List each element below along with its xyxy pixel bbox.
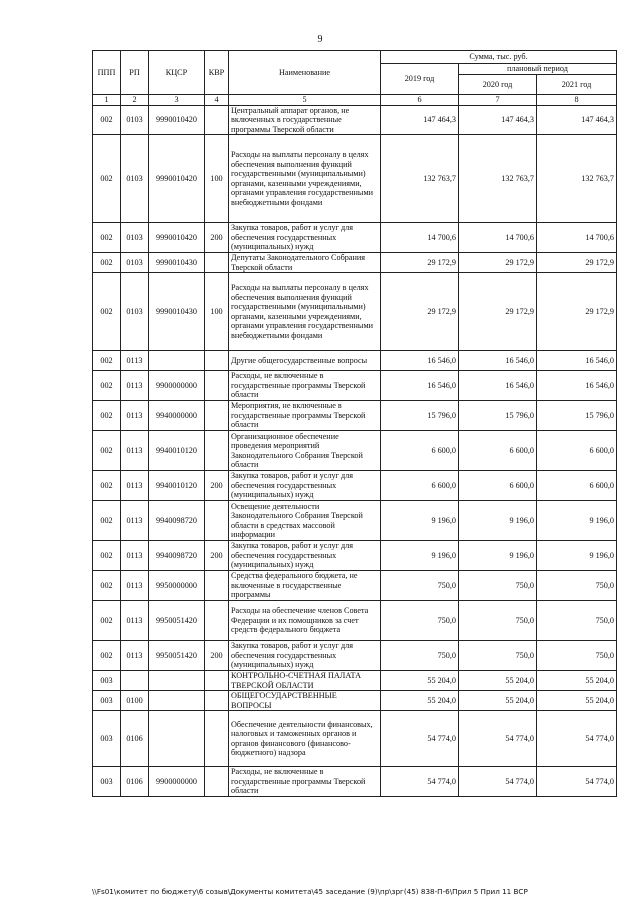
row-2021-value: 147 464,3 [537, 105, 617, 135]
table-row [93, 601, 617, 641]
row-kcsr-cell [149, 351, 205, 371]
row-2019-value: 55 204,0 [381, 671, 459, 691]
row-name-cell: Обеспечение деятельности финансовых, налоговых и таможенных органов и органов финансового (финансово-бюджетного) надзора [229, 711, 381, 767]
table-row [93, 541, 617, 571]
row-ppp-cell: 002 [93, 105, 121, 135]
row-2020-value: 750,0 [459, 601, 537, 641]
table-row [93, 691, 617, 711]
row-kvr-cell [205, 401, 229, 431]
row-2020-value: 9 196,0 [459, 501, 537, 541]
row-2019-value: 132 763,7 [381, 135, 459, 223]
row-2020-value: 14 700,6 [459, 223, 537, 253]
row-2019-value: 9 196,0 [381, 541, 459, 571]
row-kcsr-cell: 9940010120 [149, 431, 205, 471]
row-rp-cell: 0103 [121, 105, 149, 135]
row-rp-cell: 0113 [121, 351, 149, 371]
row-2020-value: 54 774,0 [459, 711, 537, 767]
row-2021-value: 132 763,7 [537, 135, 617, 223]
table-row [93, 711, 617, 767]
row-rp-cell: 0100 [121, 691, 149, 711]
header-2019: 2019 год [381, 64, 459, 95]
row-kvr-cell [205, 767, 229, 797]
row-2020-value: 54 774,0 [459, 767, 537, 797]
row-kvr-cell: 100 [205, 135, 229, 223]
header-sum: Сумма, тыс. руб. [381, 51, 617, 64]
row-kcsr-cell: 9940098720 [149, 501, 205, 541]
budget-table [92, 50, 617, 797]
row-2020-value: 132 763,7 [459, 135, 537, 223]
row-kcsr-cell [149, 691, 205, 711]
row-ppp-cell: 002 [93, 135, 121, 223]
row-kvr-cell: 100 [205, 273, 229, 351]
row-2020-value: 16 546,0 [459, 351, 537, 371]
row-2021-value: 750,0 [537, 571, 617, 601]
row-kvr-cell [205, 431, 229, 471]
row-ppp-cell: 002 [93, 541, 121, 571]
row-2021-value: 29 172,9 [537, 253, 617, 273]
row-2021-value: 29 172,9 [537, 273, 617, 351]
row-2020-value: 6 600,0 [459, 471, 537, 501]
row-rp-cell: 0103 [121, 253, 149, 273]
column-index-cell: 4 [205, 95, 229, 106]
table-row [93, 767, 617, 797]
header-plan-period: плановый период [459, 64, 617, 75]
row-rp-cell: 0113 [121, 371, 149, 401]
file-path-footer: \\Fs01\комитет по бюджету\6 созыв\Документы комитета\45 заседание (9)\пр\зрг(45) 838-П-6\Прил 5 Прил 11 ВСР [92, 887, 528, 896]
row-name-cell: Закупка товаров, работ и услуг для обеспечения государственных (муниципальных) нужд [229, 641, 381, 671]
row-kvr-cell [205, 253, 229, 273]
table-row [93, 471, 617, 501]
row-2020-value: 29 172,9 [459, 273, 537, 351]
table-row [93, 351, 617, 371]
row-2019-value: 55 204,0 [381, 691, 459, 711]
row-rp-cell: 0103 [121, 135, 149, 223]
row-kvr-cell [205, 571, 229, 601]
row-2021-value: 14 700,6 [537, 223, 617, 253]
row-kcsr-cell: 9950051420 [149, 641, 205, 671]
row-kcsr-cell: 9990010420 [149, 223, 205, 253]
row-2020-value: 6 600,0 [459, 431, 537, 471]
header-2020: 2020 год [459, 75, 537, 95]
row-name-cell: Расходы, не включенные в государственные программы Тверской области [229, 371, 381, 401]
row-2021-value: 54 774,0 [537, 767, 617, 797]
column-index-cell: 2 [121, 95, 149, 106]
row-ppp-cell: 003 [93, 767, 121, 797]
row-2021-value: 6 600,0 [537, 431, 617, 471]
row-2019-value: 54 774,0 [381, 711, 459, 767]
row-kvr-cell [205, 671, 229, 691]
row-2020-value: 9 196,0 [459, 541, 537, 571]
table-row [93, 223, 617, 253]
header-kvr: КВР [205, 51, 229, 95]
table-row [93, 253, 617, 273]
row-kcsr-cell: 9990010420 [149, 105, 205, 135]
row-rp-cell: 0106 [121, 711, 149, 767]
row-2021-value: 750,0 [537, 641, 617, 671]
row-2019-value: 147 464,3 [381, 105, 459, 135]
row-name-cell: Расходы на выплаты персоналу в целях обеспечения выполнения функций государственными (муниципальными) органами, казенными учреждениями, органами управления государственными внебюджетными фондами [229, 273, 381, 351]
row-name-cell: Закупка товаров, работ и услуг для обеспечения государственных (муниципальных) нужд [229, 471, 381, 501]
row-rp-cell: 0113 [121, 501, 149, 541]
row-name-cell: Закупка товаров, работ и услуг для обеспечения государственных (муниципальных) нужд [229, 223, 381, 253]
column-index-row [93, 95, 617, 106]
row-rp-cell [121, 671, 149, 691]
header-ppp: ППП [93, 51, 121, 95]
column-index-cell: 3 [149, 95, 205, 106]
row-ppp-cell: 002 [93, 401, 121, 431]
row-ppp-cell: 002 [93, 351, 121, 371]
row-kvr-cell [205, 711, 229, 767]
header-rp: РП [121, 51, 149, 95]
row-kcsr-cell: 9900000000 [149, 371, 205, 401]
table-row [93, 401, 617, 431]
row-rp-cell: 0113 [121, 601, 149, 641]
row-name-cell: Депутаты Законодательного Собрания Тверской области [229, 253, 381, 273]
row-ppp-cell: 002 [93, 471, 121, 501]
column-index-cell: 6 [381, 95, 459, 106]
table-row [93, 431, 617, 471]
row-ppp-cell: 002 [93, 371, 121, 401]
table-body [93, 105, 617, 796]
row-name-cell: Мероприятия, не включенные в государственные программы Тверской области [229, 401, 381, 431]
page-number: 9 [317, 34, 323, 45]
row-kvr-cell [205, 371, 229, 401]
row-kcsr-cell: 9900000000 [149, 767, 205, 797]
row-2021-value: 6 600,0 [537, 471, 617, 501]
row-kcsr-cell: 9950051420 [149, 601, 205, 641]
row-kvr-cell [205, 691, 229, 711]
row-name-cell: ОБЩЕГОСУДАРСТВЕННЫЕ ВОПРОСЫ [229, 691, 381, 711]
table-row [93, 371, 617, 401]
row-ppp-cell: 002 [93, 253, 121, 273]
row-2021-value: 55 204,0 [537, 691, 617, 711]
row-rp-cell: 0113 [121, 641, 149, 671]
row-ppp-cell: 002 [93, 223, 121, 253]
row-2021-value: 750,0 [537, 601, 617, 641]
table-header [93, 51, 617, 106]
row-2021-value: 16 546,0 [537, 371, 617, 401]
row-ppp-cell: 003 [93, 711, 121, 767]
row-kcsr-cell: 9940000000 [149, 401, 205, 431]
row-name-cell: Центральный аппарат органов, не включенных в государственные программы Тверской области [229, 105, 381, 135]
column-index-cell: 5 [229, 95, 381, 106]
row-name-cell: Расходы, не включенные в государственные программы Тверской области [229, 767, 381, 797]
row-ppp-cell: 002 [93, 571, 121, 601]
row-ppp-cell: 002 [93, 601, 121, 641]
row-2019-value: 15 796,0 [381, 401, 459, 431]
row-ppp-cell: 003 [93, 691, 121, 711]
row-2021-value: 15 796,0 [537, 401, 617, 431]
column-index-cell: 7 [459, 95, 537, 106]
row-kcsr-cell [149, 671, 205, 691]
row-kvr-cell [205, 105, 229, 135]
row-ppp-cell: 002 [93, 273, 121, 351]
row-rp-cell: 0113 [121, 541, 149, 571]
row-2021-value: 9 196,0 [537, 541, 617, 571]
column-index-cell: 1 [93, 95, 121, 106]
row-2019-value: 9 196,0 [381, 501, 459, 541]
row-name-cell: Закупка товаров, работ и услуг для обеспечения государственных (муниципальных) нужд [229, 541, 381, 571]
row-2021-value: 54 774,0 [537, 711, 617, 767]
row-kvr-cell: 200 [205, 223, 229, 253]
row-2020-value: 29 172,9 [459, 253, 537, 273]
row-kvr-cell: 200 [205, 541, 229, 571]
row-2019-value: 750,0 [381, 601, 459, 641]
row-kcsr-cell: 9940098720 [149, 541, 205, 571]
row-rp-cell: 0103 [121, 223, 149, 253]
row-2019-value: 6 600,0 [381, 431, 459, 471]
row-rp-cell: 0106 [121, 767, 149, 797]
row-name-cell: Организационное обеспечение проведения мероприятий Законодательного Собрания Тверской области [229, 431, 381, 471]
row-name-cell: Расходы на обеспечение членов Совета Федерации и их помощников за счет средств федерального бюджета [229, 601, 381, 641]
row-2020-value: 147 464,3 [459, 105, 537, 135]
header-kcsr: КЦСР [149, 51, 205, 95]
row-2019-value: 29 172,9 [381, 273, 459, 351]
row-2020-value: 55 204,0 [459, 671, 537, 691]
row-2021-value: 9 196,0 [537, 501, 617, 541]
row-rp-cell: 0113 [121, 571, 149, 601]
row-kvr-cell: 200 [205, 471, 229, 501]
row-2021-value: 55 204,0 [537, 671, 617, 691]
table-row [93, 641, 617, 671]
row-ppp-cell: 002 [93, 641, 121, 671]
row-2020-value: 15 796,0 [459, 401, 537, 431]
row-2019-value: 29 172,9 [381, 253, 459, 273]
row-kcsr-cell: 9940010120 [149, 471, 205, 501]
row-kcsr-cell: 9990010430 [149, 253, 205, 273]
row-2020-value: 750,0 [459, 571, 537, 601]
row-kcsr-cell: 9990010430 [149, 273, 205, 351]
row-kvr-cell: 200 [205, 641, 229, 671]
row-kcsr-cell [149, 711, 205, 767]
row-rp-cell: 0113 [121, 401, 149, 431]
row-name-cell: КОНТРОЛЬНО-СЧЕТНАЯ ПАЛАТА ТВЕРСКОЙ ОБЛАСТИ [229, 671, 381, 691]
row-2021-value: 16 546,0 [537, 351, 617, 371]
row-2019-value: 16 546,0 [381, 351, 459, 371]
row-name-cell: Освещение деятельности Законодательного Собрания Тверской области в средствах массовой информации [229, 501, 381, 541]
header-name: Наименование [229, 51, 381, 95]
row-kvr-cell [205, 351, 229, 371]
row-rp-cell: 0103 [121, 273, 149, 351]
table-row [93, 671, 617, 691]
row-ppp-cell: 003 [93, 671, 121, 691]
row-2019-value: 16 546,0 [381, 371, 459, 401]
row-2020-value: 55 204,0 [459, 691, 537, 711]
row-kvr-cell [205, 601, 229, 641]
table-row [93, 501, 617, 541]
header-2021: 2021 год [537, 75, 617, 95]
row-name-cell: Расходы на выплаты персоналу в целях обеспечения выполнения функций государственными (муниципальными) органами, казенными учреждениями, органами управления государственными внебюджетными фондами [229, 135, 381, 223]
row-name-cell: Другие общегосударственные вопросы [229, 351, 381, 371]
row-2019-value: 6 600,0 [381, 471, 459, 501]
table-row [93, 571, 617, 601]
row-kvr-cell [205, 501, 229, 541]
row-2019-value: 750,0 [381, 571, 459, 601]
table-row [93, 105, 617, 135]
row-2020-value: 750,0 [459, 641, 537, 671]
row-2019-value: 750,0 [381, 641, 459, 671]
row-2019-value: 54 774,0 [381, 767, 459, 797]
row-rp-cell: 0113 [121, 431, 149, 471]
table-row [93, 135, 617, 223]
row-kcsr-cell: 9950000000 [149, 571, 205, 601]
row-rp-cell: 0113 [121, 471, 149, 501]
row-ppp-cell: 002 [93, 431, 121, 471]
column-index-cell: 8 [537, 95, 617, 106]
table-row [93, 273, 617, 351]
row-2020-value: 16 546,0 [459, 371, 537, 401]
row-2019-value: 14 700,6 [381, 223, 459, 253]
row-ppp-cell: 002 [93, 501, 121, 541]
row-name-cell: Средства федерального бюджета, не включенные в государственные программы [229, 571, 381, 601]
row-kcsr-cell: 9990010420 [149, 135, 205, 223]
